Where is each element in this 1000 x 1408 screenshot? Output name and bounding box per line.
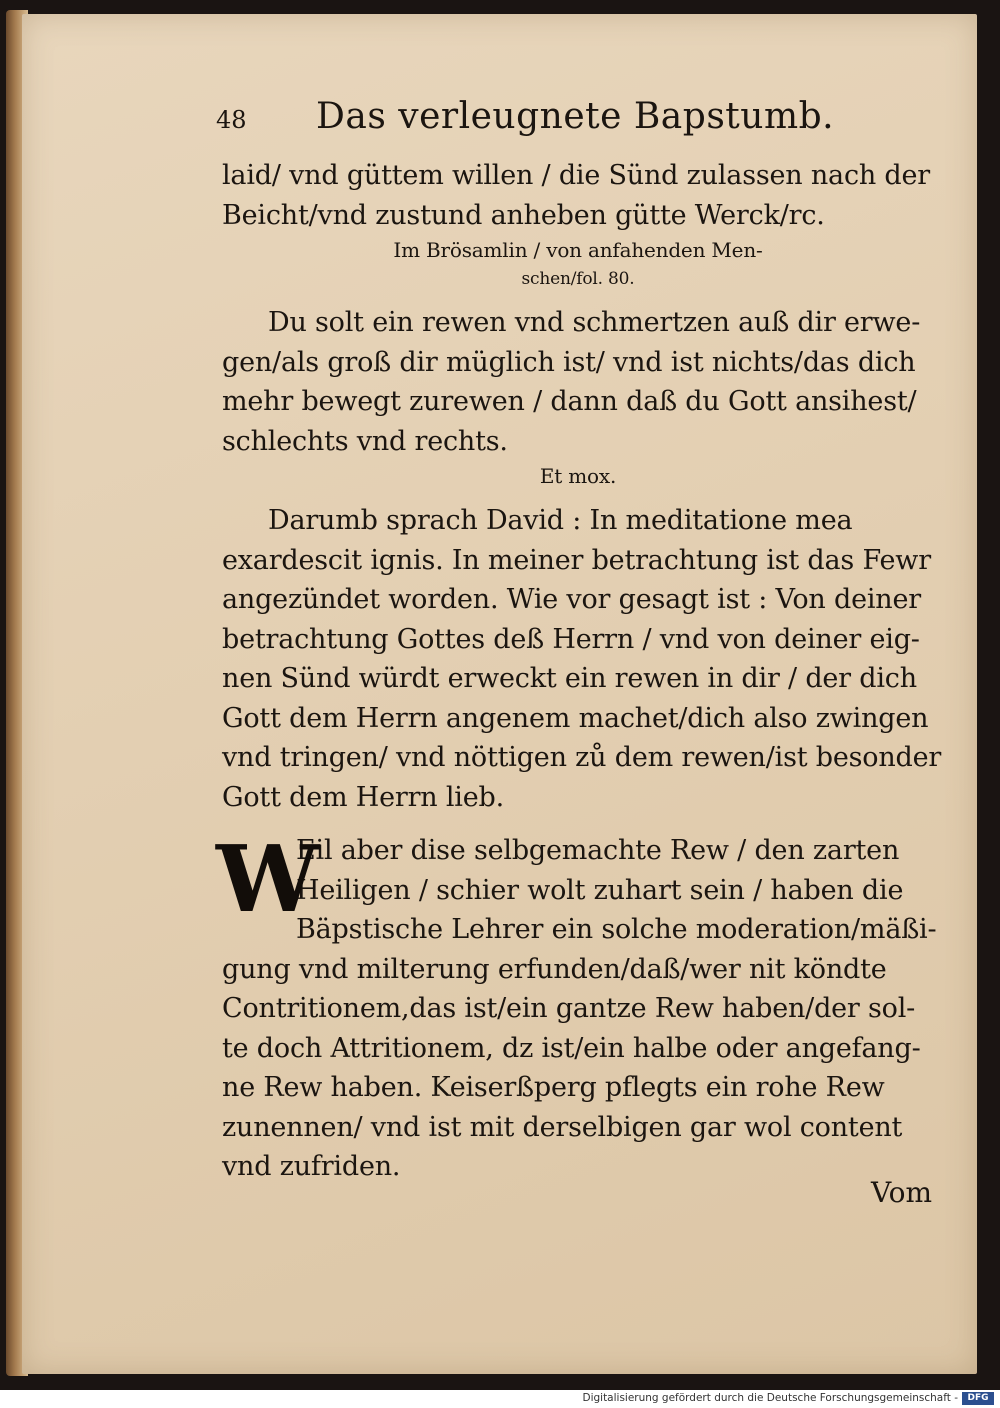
paragraph-line: vnd tringen/ vnd nöttigen zů dem rewen/ist besonder bbox=[222, 742, 942, 773]
source-heading: schen/fol. 80. bbox=[521, 269, 635, 289]
paragraph-line: exardescit ignis. In meiner betrachtung ist das Fewr bbox=[222, 544, 931, 576]
paragraph-line: vnd zufriden. bbox=[222, 1151, 401, 1182]
footer-bar bbox=[0, 1390, 1000, 1408]
paragraph-line: gen/als groß dir müglich ist/ vnd ist nichts/das dich bbox=[222, 346, 916, 378]
paragraph-line: zunennen/ vnd ist mit derselbigen gar wol content bbox=[222, 1111, 903, 1143]
paragraph-line: Gott dem Herrn lieb. bbox=[222, 781, 504, 813]
dfg-logo: DFG bbox=[962, 1392, 994, 1405]
paragraph-line: angezündet worden. Wie vor gesagt ist : Von deiner bbox=[222, 584, 921, 615]
paragraph-line: ne Rew haben. Keiserßperg pflegts ein rohe Rew bbox=[222, 1072, 885, 1103]
text-line: laid/ vnd güttem willen / die Sünd zulassen nach der bbox=[222, 160, 931, 191]
paragraph-line: Eil aber dise selbgemachte Rew / den zarten bbox=[296, 835, 900, 866]
page-header bbox=[216, 96, 934, 154]
paragraph-line: schlechts vnd rechts. bbox=[222, 425, 508, 457]
paragraph-line: gung vnd milterung erfunden/daß/wer nit köndte bbox=[222, 953, 887, 985]
source-heading: Im Brösamlin / von anfahenden Men- bbox=[393, 238, 763, 262]
running-head: Das verleugnete Bapstumb. bbox=[316, 96, 835, 137]
paragraph-line: Gott dem Herrn angenem machet/dich also zwingen bbox=[222, 702, 929, 734]
drop-cap-initial: W bbox=[216, 825, 320, 933]
paragraph-line: Darumb sprach David : In meditatione mea bbox=[268, 505, 853, 536]
paragraph-line: Bäpstische Lehrer ein solche moderation/mäßi- bbox=[296, 914, 937, 945]
et-mox-heading: Et mox. bbox=[539, 464, 617, 488]
funding-credit: Digitalisierung gefördert durch die Deutsche Forschungsgemeinschaft - bbox=[582, 1392, 958, 1404]
text-line: Beicht/vnd zustund anheben gütte Werck/rc. bbox=[222, 199, 825, 231]
paragraph-line: Contritionem,das ist/ein gantze Rew haben/der sol- bbox=[222, 993, 916, 1024]
paragraph-line: nen Sünd würdt erweckt ein rewen in dir / der dich bbox=[222, 663, 917, 694]
initial-paragraph bbox=[216, 825, 937, 1187]
page-text bbox=[216, 96, 942, 1187]
page-number: 48 bbox=[216, 106, 247, 134]
paragraph-line: mehr bewegt zurewen / dann daß du Gott ansihest/ bbox=[222, 386, 917, 417]
catchword: Vom bbox=[870, 1176, 932, 1209]
paragraph-line: te doch Attritionem, dz ist/ein halbe oder angefang- bbox=[222, 1032, 921, 1064]
paragraph-line: betrachtung Gottes deß Herrn / vnd von deiner eig- bbox=[222, 623, 920, 655]
paragraph-line: Du solt ein rewen vnd schmertzen auß dir erwe- bbox=[268, 307, 921, 338]
paragraph-line: Heiligen / schier wolt zuhart sein / haben die bbox=[296, 874, 904, 906]
